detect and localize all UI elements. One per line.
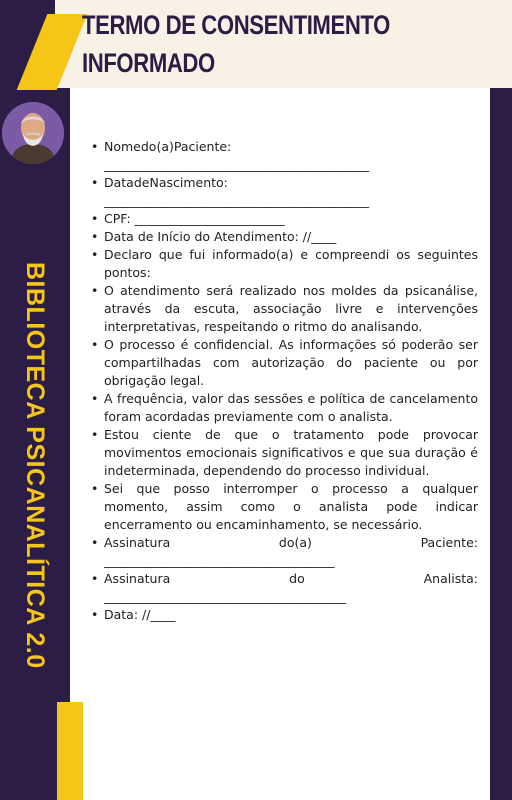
signature-word: Paciente: bbox=[420, 535, 478, 550]
clause-confidentiality: • O processo é confidencial. As informações só poderão ser compartilhadas com autorização do paciente ou por obrigação legal. bbox=[104, 336, 478, 390]
signature-word: Analista: bbox=[423, 571, 478, 586]
field-analyst-signature bbox=[104, 570, 478, 606]
freud-portrait-avatar bbox=[2, 102, 64, 164]
patient-signature-label bbox=[104, 534, 478, 552]
page-title-line-1: TERMO DE CONSENTIMENTO bbox=[82, 10, 390, 40]
field-patient-signature bbox=[104, 534, 478, 570]
analyst-signature-label bbox=[104, 570, 478, 588]
signature-word: do(a) bbox=[278, 535, 312, 550]
clause-emotional-effects: • Estou ciente de que o tratamento pode provocar movimentos emocionais significativos e que sua duração é indeterminada, dependendo do processo individual. bbox=[104, 426, 478, 480]
signature-word: • Assinatura bbox=[104, 571, 171, 586]
analyst-signature-blank[interactable]: __________________________________________ bbox=[104, 589, 346, 604]
declaration-intro: • Declaro que fui informado(a) e compreendi os seguintes pontos: bbox=[104, 246, 478, 282]
page-title bbox=[82, 6, 390, 82]
consent-form-content bbox=[104, 138, 478, 624]
decorative-yellow-block bbox=[57, 702, 83, 800]
patient-name-blank[interactable]: ______________________________________________ bbox=[104, 157, 369, 172]
sidebar-vertical-title: BIBLIOTECA PSICANALÍTICA 2.0 bbox=[21, 262, 49, 669]
field-cpf[interactable]: • CPF: ________________________ bbox=[104, 210, 478, 228]
field-birth-date bbox=[104, 174, 478, 210]
portrait-illustration bbox=[2, 102, 64, 164]
patient-signature-blank[interactable]: ________________________________________ bbox=[104, 553, 334, 568]
field-patient-name bbox=[104, 138, 478, 174]
field-start-date[interactable]: • Data de Início do Atendimento: //____ bbox=[104, 228, 478, 246]
birth-date-label: DatadeNascimento: bbox=[104, 175, 228, 190]
field-date[interactable]: • Data: //____ bbox=[104, 606, 478, 624]
clause-fees: • A frequência, valor das sessões e política de cancelamento foram acordadas previamente com o analista. bbox=[104, 390, 478, 426]
right-border bbox=[490, 0, 512, 800]
clause-interruption: • Sei que posso interromper o processo a qualquer momento, assim como o analista pode indicar encerramento ou encaminhamento, se necessário. bbox=[104, 480, 478, 534]
signature-word: • Assinatura bbox=[104, 535, 171, 550]
signature-word: do bbox=[289, 571, 305, 586]
consent-items-list bbox=[104, 138, 478, 624]
patient-name-label: Nomedo(a)Paciente: bbox=[104, 139, 232, 154]
clause-method: • O atendimento será realizado nos moldes da psicanálise, através da escuta, associação livre e intervenções interpretativas, respeitando o ritmo do analisando. bbox=[104, 282, 478, 336]
page-title-line-2: INFORMADO bbox=[82, 48, 215, 78]
birth-date-blank[interactable]: ______________________________________________ bbox=[104, 193, 369, 208]
